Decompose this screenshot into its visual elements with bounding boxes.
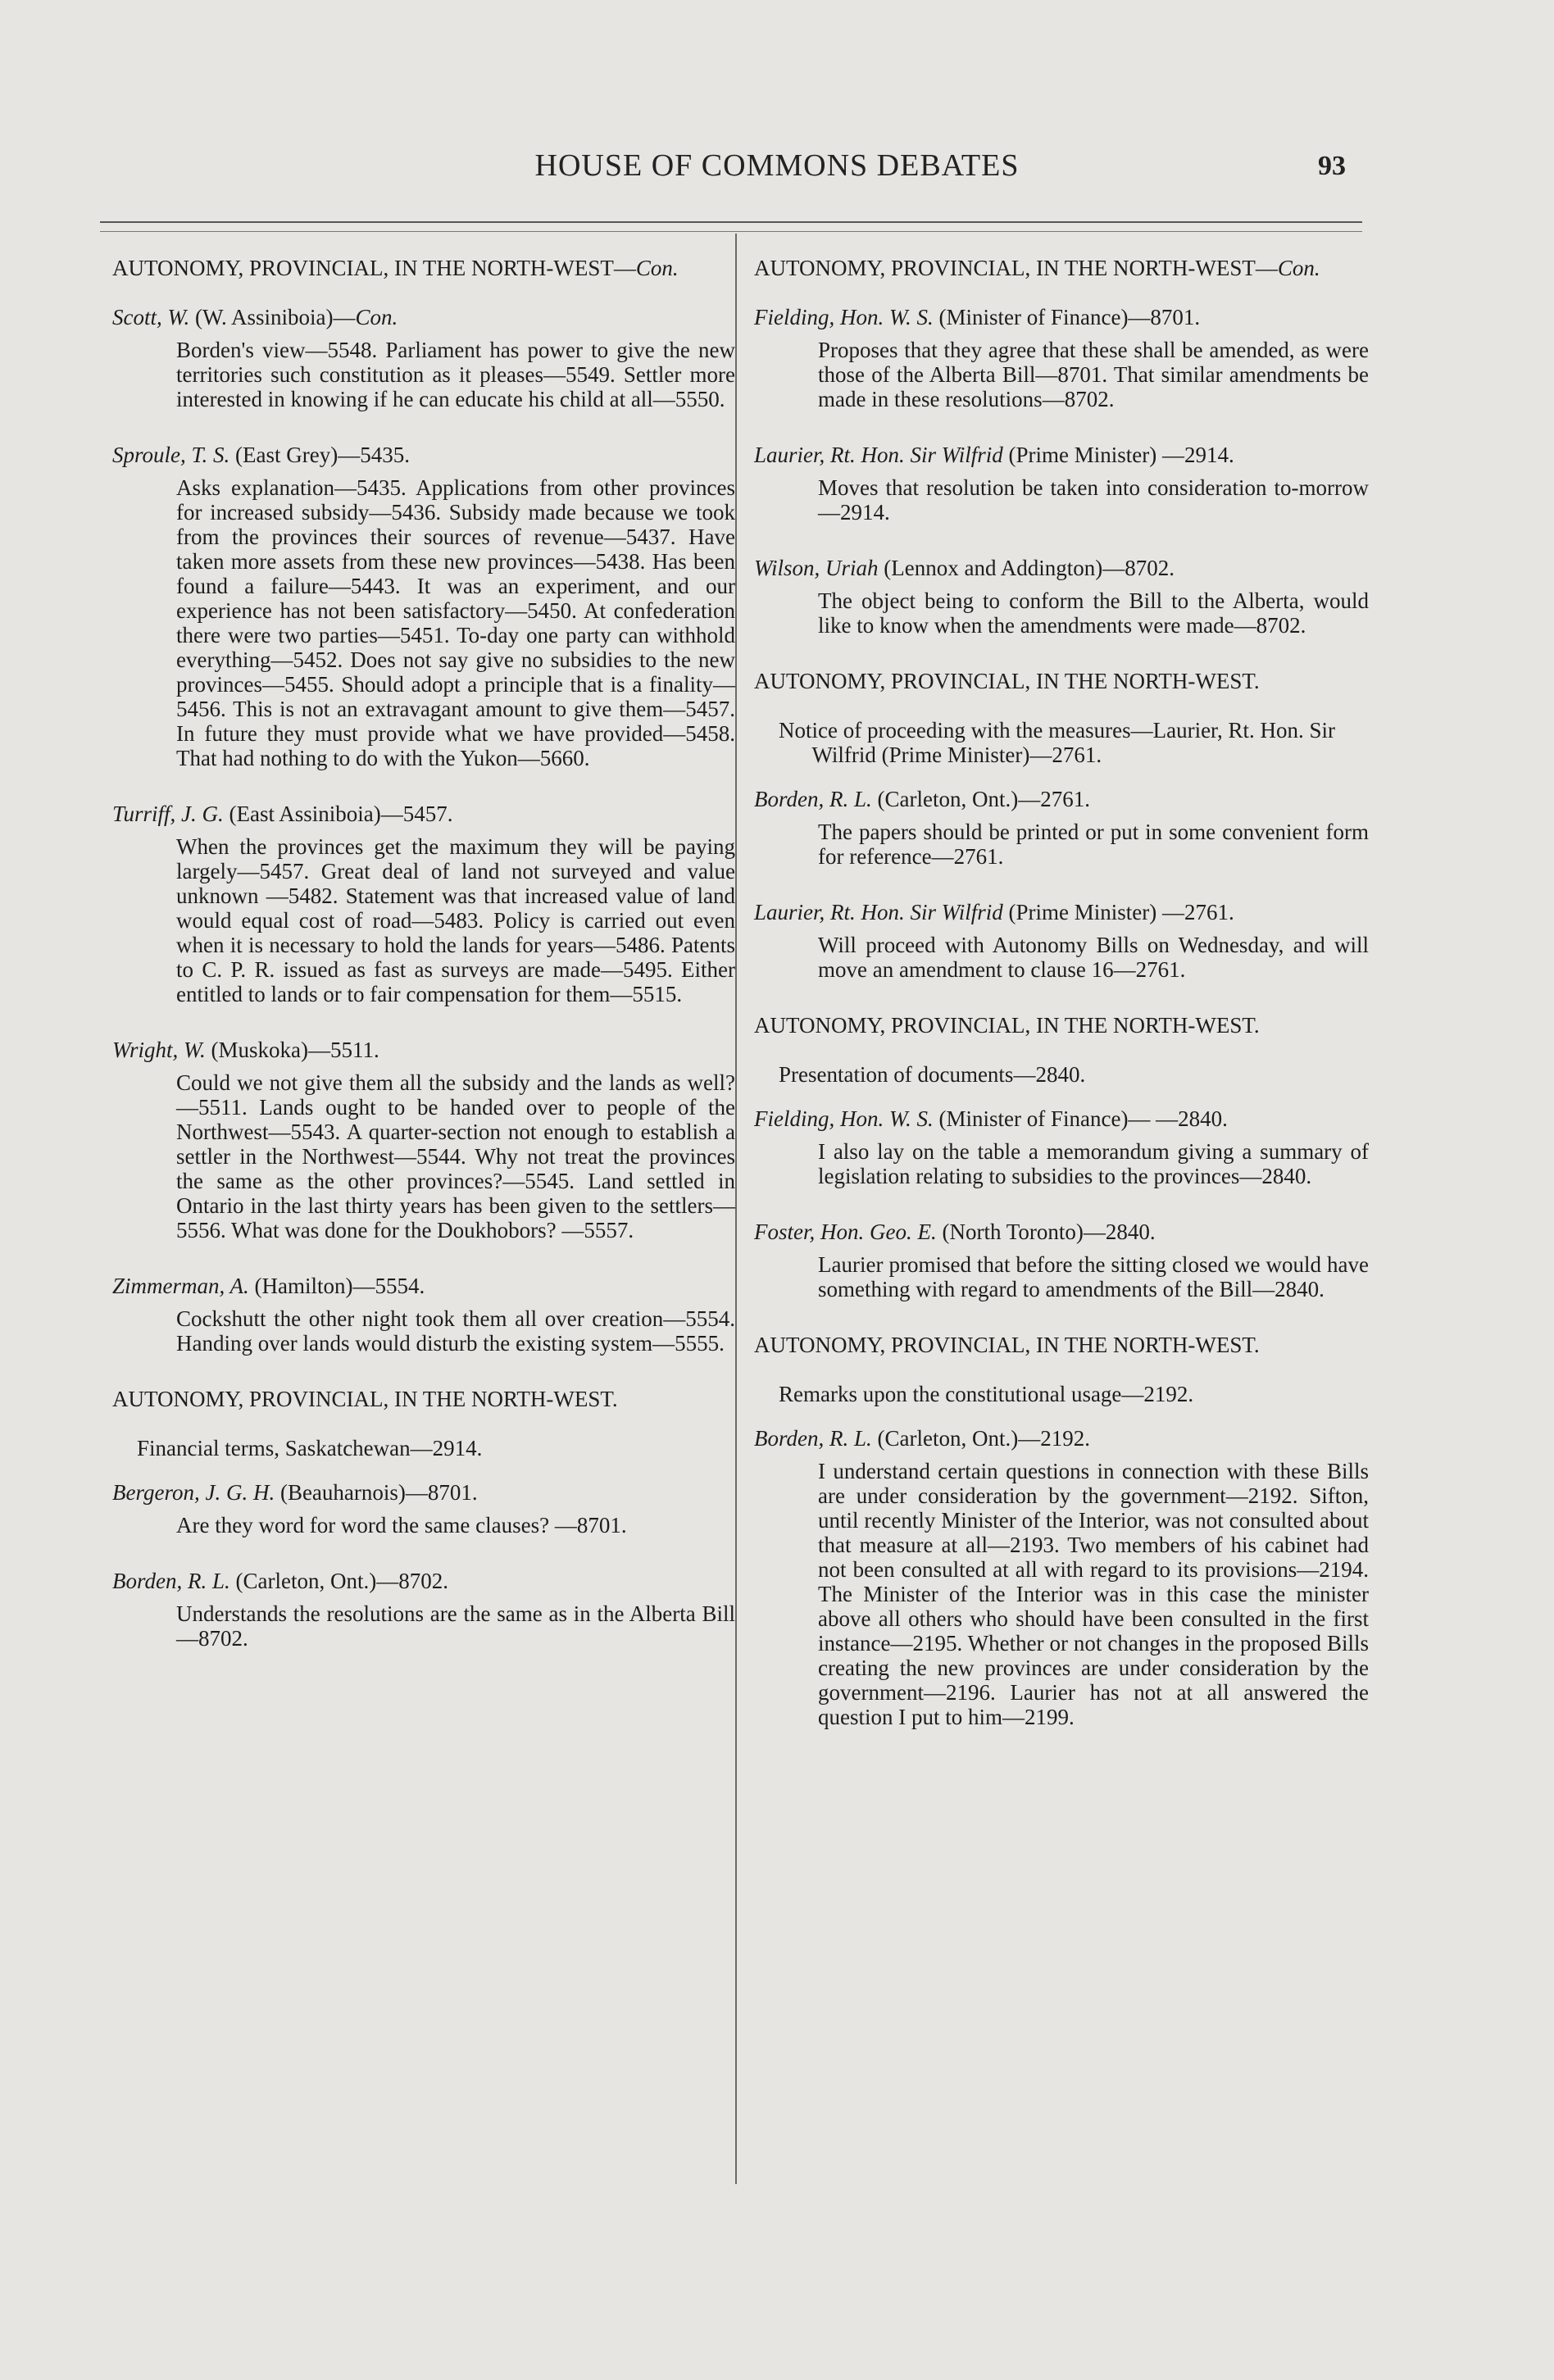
entry-foster [754, 1220, 1369, 1301]
speaker-name: Turriff, J. G. [112, 802, 224, 826]
section-heading: AUTONOMY, PROVINCIAL, IN THE NORTH-WEST. [754, 1333, 1260, 1357]
entry-sproule [112, 443, 735, 770]
entry-text: I understand certain questions in connection with these Bills are under consideration by the government—2192. Sifton, until recently Minister of the Interior, was not consulted about that measure at all—2193. Two members of his cabinet had not been consulted at all with regard to its provisions—2194. The Minister of the Interior was in this case the minister above all others who should have been consulted in the first instance—2195. Whether or not changes in the proposed Bills creating the new provinces are under consideration by the government—2196. Laurier has not at all answered the question I put to him—2199. [818, 1459, 1369, 1729]
speaker-line: Zimmerman, A. (Hamilton)—5554. [112, 1274, 425, 1298]
speaker-name: Sproule, T. S. [112, 443, 230, 467]
speaker-line: Wright, W. (Muskoka)—5511. [112, 1038, 379, 1062]
entry-text: Cockshutt the other night took them all over creation—5554. Handing over lands would disturb the existing system—5555. [176, 1306, 735, 1356]
right-column [754, 256, 1369, 1760]
entry-laurier-2 [754, 900, 1369, 982]
entry-bergeron [112, 1480, 735, 1537]
entry-fielding-2 [754, 1106, 1369, 1188]
entry-text: Borden's view—5548. Parliament has power to give the new territories such constitution as it pleases—5549. Settler more interested in knowing if he can educate his child at all—5550. [176, 338, 735, 411]
topic-line: Presentation of documents—2840. [779, 1062, 1086, 1087]
speaker-line: Laurier, Rt. Hon. Sir Wilfrid (Prime Minister) —2761. [754, 900, 1234, 924]
section-heading: AUTONOMY, PROVINCIAL, IN THE NORTH-WEST. [754, 669, 1260, 693]
entry-text: Understands the resolutions are the same as in the Alberta Bill—8702. [176, 1601, 735, 1651]
speaker-line: Foster, Hon. Geo. E. (North Toronto)—2840. [754, 1220, 1156, 1244]
entry-borden-3 [754, 1426, 1369, 1729]
entry-text: The object being to conform the Bill to the Alberta, would like to know when the amendments were made—8702. [818, 588, 1369, 638]
speaker-name: Wilson, Uriah [754, 556, 879, 580]
left-column [112, 256, 735, 1682]
section-heading: AUTONOMY, PROVINCIAL, IN THE NORTH-WEST. [754, 1013, 1260, 1038]
entry-laurier-1 [754, 443, 1369, 525]
entry-zimmerman [112, 1274, 735, 1356]
speaker-name: Zimmerman, A. [112, 1274, 249, 1298]
entry-text: Laurier promised that before the sitting closed we would have something with regard to amendments of the Bill—2840. [818, 1252, 1369, 1301]
entry-borden-2 [754, 787, 1369, 869]
entry-text: Proposes that they agree that these shall be amended, as were those of the Alberta Bill—8701. That similar amendments be made in these resolutions—8702. [818, 338, 1369, 411]
section-heading: AUTONOMY, PROVINCIAL, IN THE NORTH-WEST—Con. [754, 256, 1320, 280]
entry-turriff [112, 802, 735, 1006]
speaker-name: Laurier, Rt. Hon. Sir Wilfrid [754, 900, 1003, 924]
header-rule [100, 221, 1362, 223]
speaker-name: Bergeron, J. G. H. [112, 1480, 275, 1505]
page-title: HOUSE OF COMMONS DEBATES [534, 148, 1020, 183]
entry-scott [112, 305, 735, 411]
speaker-name: Fielding, Hon. W. S. [754, 1106, 934, 1131]
speaker-line: Fielding, Hon. W. S. (Minister of Finance)—8701. [754, 305, 1201, 329]
speaker-name: Wright, W. [112, 1038, 206, 1062]
entry-text: Moves that resolution be taken into consideration to-morrow—2914. [818, 475, 1369, 525]
speaker-name: Scott, W. [112, 305, 190, 329]
speaker-line: Wilson, Uriah (Lennox and Addington)—8702. [754, 556, 1175, 580]
topic-line: Notice of proceeding with the measures—Laurier, Rt. Hon. Sir Wilfrid (Prime Minister)—2761. [779, 718, 1335, 767]
topic-line: Financial terms, Saskatchewan—2914. [137, 1436, 483, 1460]
entry-text: Asks explanation—5435. Applications from other provinces for increased subsidy—5436. Subsidy made because we took from the provinces their sources of revenue—5437. Have taken more assets from these new provinces—5438. Has been found a failure—5443. It was an experiment, and our experience has not been satisfactory—5450. At confederation there were two parties—5451. To-day one party can withhold everything—5452. Does not say give no subsidies to the new provinces—5455. Should adopt a principle that is a finality—5456. This is not an extravagant amount to give them—5457. In future they must provide what we have provided—5458. That had nothing to do with the Yukon—5660. [176, 475, 735, 770]
speaker-line: Scott, W. (W. Assiniboia)—Con. [112, 305, 398, 329]
section-heading: AUTONOMY, PROVINCIAL, IN THE NORTH-WEST. [112, 1387, 618, 1411]
entry-text: Are they word for word the same clauses? —8701. [176, 1513, 627, 1537]
entry-fielding-1 [754, 305, 1369, 411]
speaker-name: Laurier, Rt. Hon. Sir Wilfrid [754, 443, 1003, 467]
speaker-name: Foster, Hon. Geo. E. [754, 1220, 937, 1244]
speaker-line: Borden, R. L. (Carleton, Ont.)—2192. [754, 1426, 1090, 1451]
entry-text: The papers should be printed or put in some convenient form for reference—2761. [818, 820, 1369, 869]
header-rule-thin [100, 231, 1362, 232]
entry-text: Could we not give them all the subsidy and the lands as well?—5511. Lands ought to be handed over to people of the Northwest—5543. A quarter-section not enough to establish a settler in the Northwest—5544. Why not treat the provinces the same as the other provinces?—5545. Land settled in Ontario in the last thirty years has been given to the settlers—5556. What was done for the Doukhobors? —5557. [176, 1070, 735, 1242]
speaker-name: Fielding, Hon. W. S. [754, 305, 934, 329]
speaker-line: Turriff, J. G. (East Assiniboia)—5457. [112, 802, 453, 826]
speaker-line: Borden, R. L. (Carleton, Ont.)—2761. [754, 787, 1090, 811]
entry-wilson [754, 556, 1369, 638]
speaker-line: Sproule, T. S. (East Grey)—5435. [112, 443, 410, 467]
entry-text: When the provinces get the maximum they will be paying largely—5457. Great deal of land not surveyed and value unknown —5482. Statement was that increased value of land would equal cost of road—5483. Policy is carried out even when it is necessary to hold the lands for years—5486. Patents to C. P. R. issued as fast as surveys are made—5495. Either entitled to lands or to fair compensation for them—5515. [176, 834, 735, 1006]
speaker-line: Bergeron, J. G. H. (Beauharnois)—8701. [112, 1480, 478, 1505]
topic-line: Remarks upon the constitutional usage—2192. [779, 1382, 1194, 1406]
entry-text: Will proceed with Autonomy Bills on Wednesday, and will move an amendment to clause 16—2761. [818, 933, 1369, 982]
entry-wright [112, 1038, 735, 1242]
speaker-line: Borden, R. L. (Carleton, Ont.)—8702. [112, 1569, 448, 1593]
section-heading: AUTONOMY, PROVINCIAL, IN THE NORTH-WEST—Con. [112, 256, 679, 280]
column-divider [735, 234, 737, 2184]
entry-borden-1 [112, 1569, 735, 1651]
speaker-line: Fielding, Hon. W. S. (Minister of Finance)— —2840. [754, 1106, 1228, 1131]
speaker-name: Borden, R. L. [754, 787, 872, 811]
entry-text: I also lay on the table a memorandum giving a summary of legislation relating to subsidies to the provinces—2840. [818, 1139, 1369, 1188]
speaker-line: Laurier, Rt. Hon. Sir Wilfrid (Prime Minister) —2914. [754, 443, 1234, 467]
speaker-name: Borden, R. L. [112, 1569, 230, 1593]
page-number: 93 [1318, 151, 1346, 181]
speaker-name: Borden, R. L. [754, 1426, 872, 1451]
